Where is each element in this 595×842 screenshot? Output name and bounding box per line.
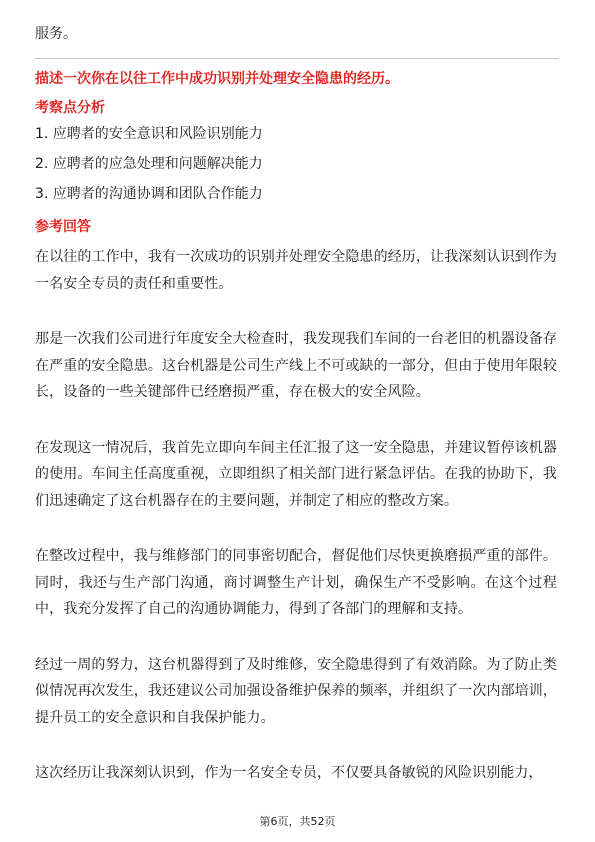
- answer-paragraph: 这次经历让我深刻认识到，作为一名安全专员，不仅要具备敏锐的风险识别能力，: [35, 765, 543, 781]
- answer-body: [35, 244, 557, 816]
- answer-paragraph: 那是一次我们公司进行年度安全大检查时，我发现我们车间的一台老旧的机器设备存在严重的安全隐患。这台机器是公司生产线上不可或缺的一部分，但由于使用年限较长，设备的一些关键部件已经磨损严重，存在极大的安全风险。: [35, 331, 557, 400]
- page-number: 第6页，共52页: [259, 815, 336, 828]
- question-text: 描述一次你在以往工作中成功识别并处理安全隐患的经历。: [35, 71, 399, 87]
- analysis-points: [35, 124, 263, 214]
- divider: [35, 58, 559, 59]
- analysis-heading: 考察点分析: [35, 100, 105, 116]
- analysis-point: 1. 应聘者的安全意识和风险识别能力: [35, 126, 263, 142]
- carry-over-text: 服务。: [35, 26, 77, 42]
- answer-heading: 参考回答: [35, 219, 91, 235]
- answer-paragraph: 在发现这一情况后，我首先立即向车间主任汇报了这一安全隐患，并建议暂停该机器的使用。车间主任高度重视，立即组织了相关部门进行紧急评估。在我的协助下，我们迅速确定了这台机器存在的主要问题，并制定了相应的整改方案。: [35, 439, 557, 509]
- analysis-point: 2. 应聘者的应急处理和问题解决能力: [35, 156, 263, 172]
- answer-paragraph: 在整改过程中，我与维修部门的同事密切配合，督促他们尽快更换磨损严重的部件。同时，我还与生产部门沟通，商讨调整生产计划，确保生产不受影响。在这个过程中，我充分发挥了自己的沟通协调能力，得到了各部门的理解和支持。: [35, 548, 557, 617]
- analysis-point: 3. 应聘者的沟通协调和团队合作能力: [35, 186, 263, 202]
- answer-paragraph: 在以往的工作中，我有一次成功的识别并处理安全隐患的经历，让我深刻认识到作为一名安全专员的责任和重要性。: [35, 249, 557, 292]
- answer-paragraph: 经过一周的努力，这台机器得到了及时维修，安全隐患得到了有效消除。为了防止类似情况再次发生，我还建议公司加强设备维护保养的频率，并组织了一次内部培训，提升员工的安全意识和自我保护能力。: [35, 656, 557, 726]
